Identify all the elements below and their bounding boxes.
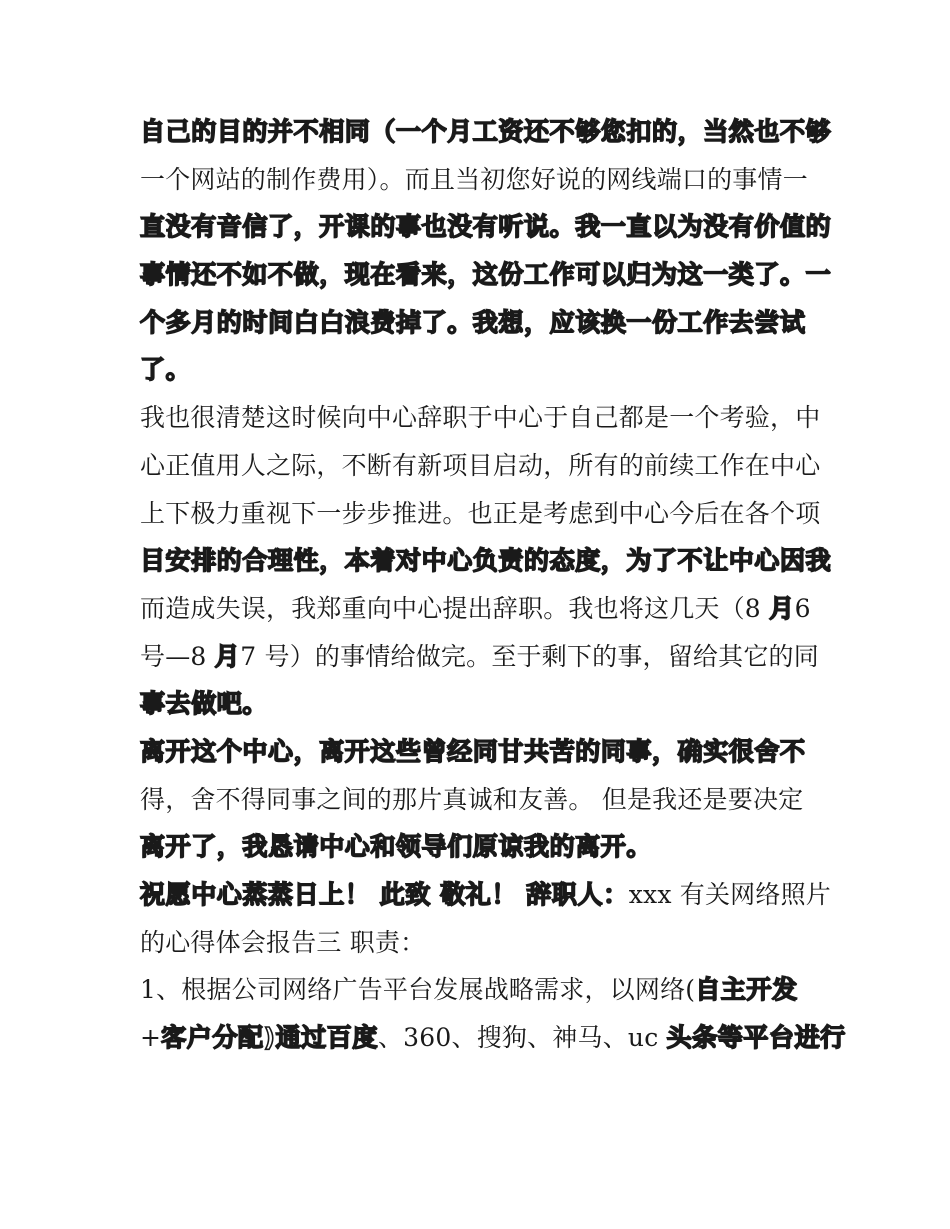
text-segment: +	[140, 1023, 162, 1053]
text-line	[140, 299, 820, 347]
text-segment: 月	[214, 641, 241, 671]
text-line	[140, 203, 832, 251]
text-line	[140, 633, 820, 681]
text-line	[140, 537, 832, 585]
text-segment: 1、根据公司网络广告平台发展战略需求，以网络(	[140, 975, 696, 1005]
text-segment: 离开这个中心，离开这些曾经同甘共苦的同事，确实很舍不	[140, 736, 806, 766]
text-segment: 个多月的时间白白浪费掉了。我想，应该换一份工作去尝试	[140, 307, 806, 337]
text-line	[140, 346, 820, 394]
text-segment: 的心得体会报告三 职责：	[140, 927, 426, 957]
text-line	[140, 919, 820, 967]
text-segment: 目安排的合理性，本着对中心负责的态度，为了不让中心因我	[140, 546, 832, 576]
text-segment: 自主开发	[695, 975, 798, 1005]
text-line	[140, 823, 820, 871]
text-segment: 我也很清楚这时候向中心辞职于中心于自己都是一个考验，中	[140, 403, 821, 433]
text-line	[140, 394, 820, 442]
text-segment: 祝愿中心蒸蒸日上！ 此致 敬礼！ 辞职人：	[140, 880, 629, 909]
text-line	[140, 776, 820, 824]
text-segment: xxx 有关网络照片	[628, 880, 831, 909]
text-segment: 得，舍不得同事之间的那片真诚和友善。 但是我还是要决定	[140, 784, 804, 814]
text-segment: 离开了，我恳请中心和领导们原谅我的离开。	[140, 832, 653, 862]
text-segment: 月	[769, 593, 795, 623]
text-line	[140, 871, 831, 919]
text-segment: 心正值用人之际，不断有新项目启动，所有的前续工作在中心	[140, 450, 821, 480]
text-line	[140, 966, 820, 1014]
text-segment: 、360、搜狗、神马、uc	[377, 1023, 667, 1053]
text-line	[140, 728, 820, 776]
text-segment: 7 号）的事情给做完。至于剩下的事，留给其它的同	[240, 641, 819, 671]
text-line	[140, 442, 820, 490]
document-body	[140, 108, 846, 1062]
text-line	[140, 1014, 846, 1062]
text-segment: 而造成失误，我郑重向中心提出辞职。我也将这几天（8	[140, 593, 770, 623]
text-line	[140, 251, 832, 299]
text-segment: 直没有音信了，开课的事也没有听说。我一直以为没有价值的	[140, 212, 832, 242]
text-segment: 事情还不如不做，现在看来，这份工作可以归为这一类了。一	[140, 260, 832, 290]
text-segment: 自己的目的并不相同（一个月工资还不够您扣的，当然也不够	[140, 117, 832, 146]
text-line	[140, 108, 832, 156]
text-segment: 了。	[140, 355, 192, 385]
text-segment: 上下极力重视下一步步推进。也正是考虑到中心今后在各个项	[140, 498, 821, 528]
text-segment: 6	[794, 593, 811, 623]
text-line	[140, 680, 820, 728]
text-line	[140, 585, 820, 633]
text-segment: 客户分配)通过百度	[161, 1023, 378, 1053]
text-segment: 一个网站的制作费用）。而且当初您好说的网线端口的事情一	[140, 164, 808, 194]
text-line	[140, 490, 820, 538]
text-segment: 事去做吧。	[140, 689, 269, 719]
text-segment: 头条等平台进行	[666, 1023, 846, 1053]
text-line	[140, 156, 820, 204]
text-segment: 号—8	[140, 641, 215, 671]
